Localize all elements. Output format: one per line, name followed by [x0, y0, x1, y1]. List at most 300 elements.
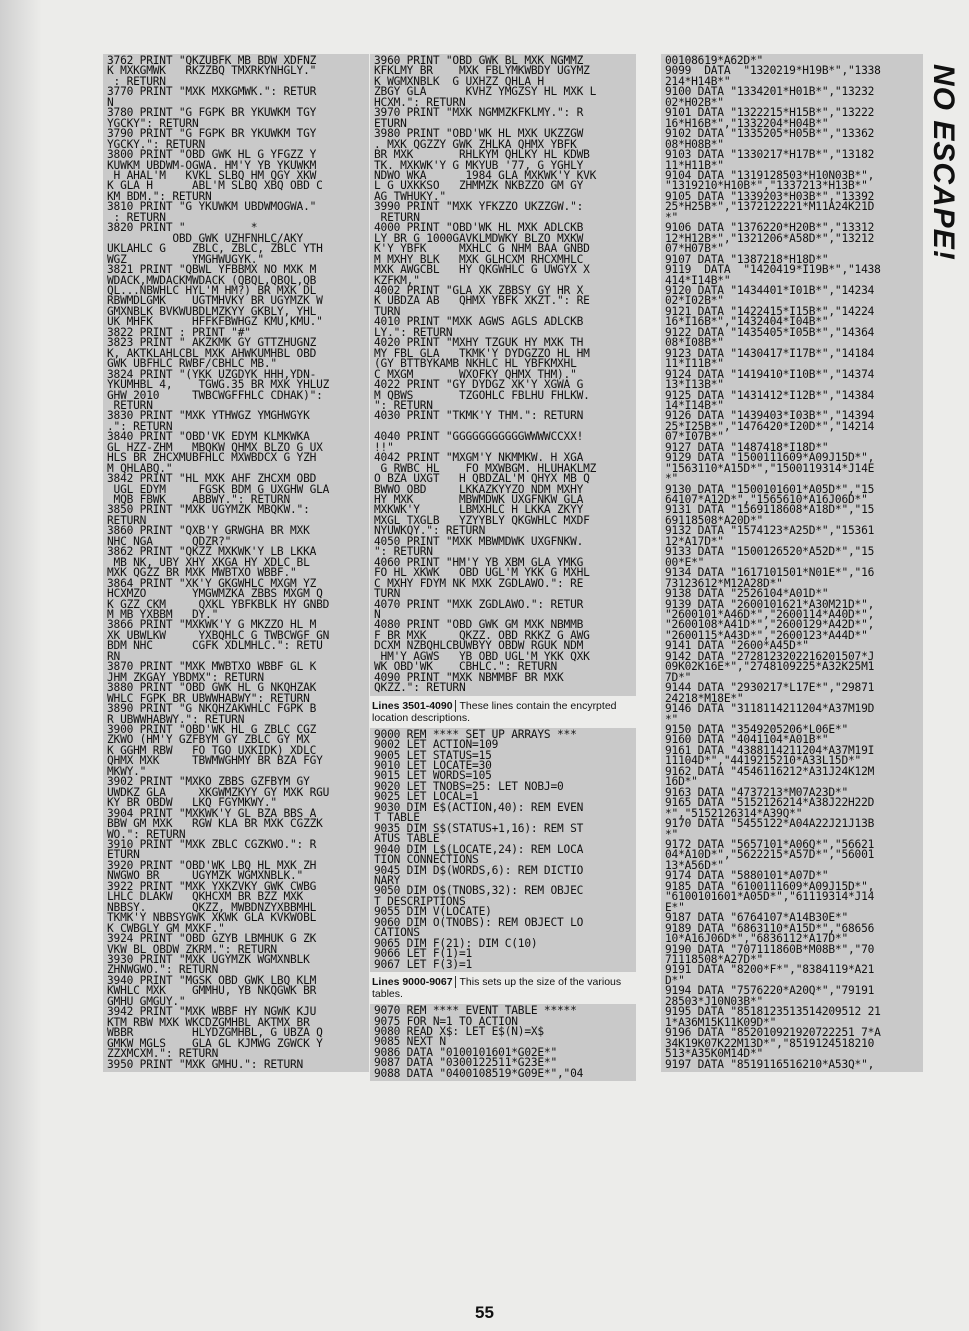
code-line: 9172 DATA "5657101*A06Q*","56621 — [665, 837, 875, 851]
code-line: 9065 DIM F(21): DIM C(10) — [374, 936, 538, 950]
code-line: 9174 DATA "5880101*A07D*" — [665, 869, 829, 883]
code-line: G RWBC HL FO MXWBGM. HLUHAKLMZ — [374, 461, 597, 475]
code-line: 9130 DATA "1500101601*A05D*","15 — [665, 482, 875, 496]
code-line: 9075 FOR N=1 TO ACTION — [374, 1014, 518, 1028]
code-line: BR MXK RHLKYM QHLKY HL KDWB — [374, 148, 590, 162]
code-line: 3840 PRINT "OBD'VK EDYM KLMKWKA — [107, 430, 310, 444]
code-line: 9030 DIM E$(ACTION,40): REM EVEN — [374, 800, 584, 814]
code-line: R UBWWHABWY.": RETURN — [107, 712, 245, 726]
code-line: BBW GM MXK RGW KLA BR MXK CGZZK — [107, 817, 323, 831]
code-line: 9119 DATA "1420419*I19B*","1438 — [665, 263, 881, 277]
code-line: 3900 PRINT "OBD'WK HL G ZBLC CGZ — [107, 723, 317, 736]
code-line: 02*I02B*" — [665, 294, 724, 308]
caption-line-range: Lines 3501-4090 — [372, 699, 453, 712]
code-line: 9160 DATA "4041104*A01B*" — [665, 733, 829, 747]
code-line: . MXK QGZZY GWK ZHLKA QHMX YBFK — [374, 137, 577, 151]
listing-column-1 — [103, 54, 369, 1072]
code-line: F BR MXK QKZZ. OBD RKKZ G AWG — [374, 628, 590, 642]
code-line: K MXKGMWK RKZZBQ TMXRKYNHGLY." — [107, 64, 317, 78]
code-line: ATUS TABLE — [374, 832, 440, 846]
code-line: "1319210*H10B*","1337213*H13B*" — [665, 179, 868, 193]
code-line: 07*H07B*" — [665, 242, 724, 256]
code-line: 9099 DATA "1320219*H19B*","1338 — [665, 64, 881, 78]
code-line: HCXMZO YMGWMZKA ZBBS MXGM Q — [107, 587, 323, 601]
code-line: E*" — [665, 900, 685, 914]
code-line: 3930 PRINT "MXK UGYMZK WGMXNBLK — [107, 952, 310, 966]
code-line: 4020 PRINT "MXHY TZGUK HY MXK TH — [374, 336, 584, 350]
code-line: AG TWHUKY." — [374, 189, 446, 203]
code-line: "1563110*A15D*","1500119314*J14E — [665, 461, 875, 475]
code-line: 9132 DATA "1574123*A25D*","15361 — [665, 524, 875, 538]
code-line: 9138 DATA "2526104*A01D*" — [665, 587, 829, 601]
code-line: 9189 DATA "6863110*A15D*","68656 — [665, 921, 875, 935]
code-line: 9141 DATA "2600*A45D*" — [665, 639, 809, 653]
code-line: 9025 LET LOCAL=1 — [374, 790, 479, 804]
code-line: NHC NGA QDZR?" — [107, 534, 232, 548]
code-line: 3866 PRINT "MXKWK'Y G MKZZO HL M — [107, 618, 317, 632]
code-line: MY FBL GLA TKMK'Y DYDGZZO HL HM — [374, 346, 590, 360]
code-line: NYUWKQY.": RETURN — [374, 524, 486, 538]
code-line: 3824 PRINT "(YKK UZGDYK HHH,YDN- — [107, 367, 317, 381]
code-line: NBBSY. QKZZ, MWBDNZYXBBMHL — [107, 900, 317, 914]
code-line: 9040 DIM L$(LOCATE,24): REM LOCA — [374, 842, 584, 856]
code-line: 73123612*M12A28D*" — [665, 576, 783, 590]
code-line: 3902 PRINT "MXKO ZBBS GZFBYM GY — [107, 775, 310, 789]
code-line: 3800 PRINT "OBD GWK HL G YFGZZ Y — [107, 148, 317, 162]
code-line: 3904 PRINT "MXKWK'Y GL BZA BBS A — [107, 806, 317, 820]
code-line: 3960 PRINT "OBD GWK BL MXK NGMMZ — [374, 54, 584, 67]
code-line: 3762 PRINT "QKZUBFK MB BDW XDFNZ — [107, 54, 317, 67]
code-line: (GY BTTBYKAMB NKHLC HL YBFKMXHL — [374, 357, 577, 371]
code-line: 3870 PRINT "MXK MWBTXO WBBF GL K — [107, 660, 317, 674]
code-line: ETURN — [374, 116, 407, 130]
code-line: GMHU GMGUY." — [107, 994, 186, 1008]
code-line: CATIONS — [374, 926, 420, 940]
code-line: 3940 PRINT "MGSK OBD GWK LBQ KLM — [107, 973, 317, 987]
code-line: MB NK, UBY XHY XKGA HY XDLC BL — [107, 555, 310, 569]
code-line: 3820 PRINT " * — [107, 221, 258, 235]
code-line: 3920 PRINT "OBD'WK LBQ HL MXK ZH — [107, 858, 317, 872]
caption-text: These lines contain the encyrpted location descriptions. — [372, 699, 617, 724]
code-line: 9146 DATA "3118114211204*A37M19D — [665, 702, 875, 716]
listing-column-3 — [661, 54, 923, 1072]
code-line: RETURN — [374, 210, 420, 224]
code-line: 9101 DATA "1322215*H15B*","13222 — [665, 106, 875, 120]
code-line: 9161 DATA "4388114211204*A37M19I — [665, 743, 875, 757]
code-line: K GLA H ABL'M SLBQ XBQ OBD C — [107, 179, 323, 193]
code-line: 9086 DATA "0100101601*G02E*" — [374, 1045, 557, 1059]
code-line: 3924 PRINT "OBD GZYB LBMHUK G ZK — [107, 932, 317, 946]
code-line: N — [107, 95, 114, 109]
code-line: ZKWO (HM'Y GZFBYM GY ZBLC GY MX — [107, 733, 310, 747]
code-line: 9194 DATA "7576220*A20Q*","79191 — [665, 984, 875, 998]
code-line: ZHNWGWO.": RETURN — [107, 963, 219, 977]
code-line: 9142 DATA "2728123202216201507*J — [665, 649, 875, 663]
code-line: 214*H14B*" — [665, 74, 731, 88]
code-line: *" — [665, 827, 679, 841]
code-line: K CWBGLY GM MXKF." — [107, 921, 225, 935]
code-line: KFKLMY BR MXK FBLYMKWBDY UGYMZ — [374, 64, 590, 78]
code-line: HCXM.": RETURN — [374, 95, 466, 109]
code-line: 3842 PRINT "HL MXK AHF ZHCXM OBD — [107, 472, 317, 486]
code-line: 9087 DATA "0300122511*G23E*" — [374, 1056, 557, 1070]
code-line: RETURN — [107, 398, 153, 412]
code-line: C MXGM WXOFKY QHMX THM)." — [374, 367, 577, 381]
code-line: K GZZ CKM QXKL YBFKBLK HY GNBD — [107, 597, 330, 611]
code-line: 9020 LET TNOBS=25: LET NOBJ=0 — [374, 779, 564, 793]
code-listing-block — [103, 54, 369, 1072]
code-line: 9103 DATA "1330217*H17B*","13182 — [665, 148, 875, 162]
code-line: RBWMDLGMK UGTMHVKY BR UGYMZK W — [107, 294, 323, 308]
code-line: : RETURN — [107, 210, 166, 224]
code-line: 414*I14B*" — [665, 273, 731, 287]
code-line: 3890 PRINT "G NKQHZAKWHLC FGPK B — [107, 702, 317, 716]
code-line: WO.": RETURN — [107, 827, 186, 841]
code-line: *" — [665, 712, 679, 726]
code-listing-block — [661, 54, 923, 1072]
code-line: 9133 DATA "1500126520*A52D*","15 — [665, 545, 875, 559]
code-line: 28503*J10N03B*" — [665, 994, 764, 1008]
code-line: 9050 DIM O$(TNOBS,32): REM OBJEC — [374, 884, 584, 898]
article-title: NO ESCAPE! — [927, 64, 960, 261]
code-listing-block — [370, 1004, 636, 1081]
code-line: 9070 REM **** EVENT TABLE ***** — [374, 1004, 577, 1018]
code-line: "6100101601*A05D*","61119314*J14 — [665, 890, 875, 904]
code-line: 3862 PRINT "QKZZ MXKWK'Y LB LKKA — [107, 545, 317, 559]
code-line: TURN — [374, 304, 401, 318]
code-line: 9121 DATA "1422415*I15B*","14224 — [665, 304, 875, 318]
code-line: 9100 DATA "1334201*H01B*","13232 — [665, 85, 875, 99]
code-line: BDM NHC CGFK XDLMHLC.": RETU — [107, 639, 323, 653]
code-line: 3830 PRINT "MXK YTHWGZ YMGHWGYK — [107, 409, 310, 423]
code-line: 9085 NEXT N — [374, 1035, 446, 1049]
code-line: 25*I25B*","1476420*I20D*","14214 — [665, 419, 875, 433]
code-line: 16*H16B*","1332204*H04B*" — [665, 116, 829, 130]
code-line: ETURN — [107, 848, 140, 862]
code-line: : RETURN — [107, 74, 166, 88]
code-line: M QBWS TZGOHLC FBLHU FHLKW. — [374, 388, 590, 402]
code-line: 9123 DATA "1430417*I17B*","14184 — [665, 346, 875, 360]
code-line: 9104 DATA "1319128503*H10N03B*", — [665, 168, 875, 182]
code-line: KTM RBW MXK WKCDZGMHBL AKTMX BR — [107, 1015, 310, 1029]
code-line: QKZZ.": RETURN — [374, 681, 466, 695]
code-line: LY BR G 1000GAVKLMDWKY BLZO MXKW — [374, 231, 584, 245]
listing-column-2 — [370, 54, 636, 1081]
listing-caption — [370, 696, 636, 728]
code-line: KUWKM UBDWM-OGWA. HM'Y YB YKUWKM — [107, 158, 317, 172]
code-line: 3922 PRINT "MXK YXKZVKY GWK CWBG — [107, 879, 317, 893]
code-line: 04*A10D*","5622215*A57D*","56001 — [665, 848, 875, 862]
code-line: 9190 DATA "707111860B*M08B*","70 — [665, 942, 875, 956]
code-line: T TABLE — [374, 811, 420, 825]
code-line: BWWO OBD LKKAZKYYZO NDM MXHY — [374, 482, 584, 496]
code-line: 9045 DIM D$(WORDS,6): REM DICTIO — [374, 863, 584, 877]
code-line: 4042 PRINT "MXGM'Y NKMMKW. H XGA — [374, 451, 584, 465]
code-line: YGCKY": RETURN — [107, 116, 199, 130]
code-line: JHM ZKGAY YBDMX": RETURN — [107, 670, 264, 684]
code-line: 9187 DATA "6764107*A14B30E*" — [665, 911, 848, 925]
code-line: 4030 PRINT "TKMK'Y THM.": RETURN — [374, 409, 584, 423]
code-line: KWHLC MXK GMMHU, YB NKQGWK BR — [107, 984, 317, 998]
code-line: D*" — [665, 973, 685, 987]
code-line: MXKWK'Y LBMXHLC H LKKA ZKYY — [374, 503, 584, 517]
code-line: 3864 PRINT "XK'Y GKGWHLC MXGM YZ — [107, 576, 317, 590]
code-line: "2600101*A46D*","2600114*A40D*", — [665, 608, 875, 622]
code-line: 9106 DATA "1376220*H20B*","13312 — [665, 221, 875, 235]
code-line: 4022 PRINT "GY DYDGZ XK'Y XGWA G — [374, 378, 584, 392]
code-line: 9197 DATA "8519116516210*A53Q*", — [665, 1057, 875, 1071]
code-line: WDACK,MWDACKMWDACK (QBQL,QBQL,QB — [107, 273, 317, 287]
code-line: UWDKZ GLA XKGWMZKYY GY MXK RGU — [107, 785, 330, 799]
code-line: 9067 LET F(3)=1 — [374, 957, 473, 971]
code-line: 9035 DIM S$(STATUS+1,16): REM ST — [374, 821, 584, 835]
code-line: 9165 DATA "5152126214*A38J22H22D — [665, 796, 875, 810]
caption-line-range: Lines 9000-9067 — [372, 976, 453, 989]
code-line: 9129 DATA "1500111609*A09J15D*", — [665, 451, 875, 465]
code-line: 3790 PRINT "G FGPK BR YKUWKM TGY — [107, 127, 317, 141]
code-line: 9102 DATA "1335205*H05B*","13362 — [665, 127, 875, 141]
code-line: 08*H08B*" — [665, 137, 724, 151]
code-line: UGL EDYM FGSK BDM G UXGHW GLA — [107, 482, 330, 496]
code-line: N — [374, 608, 381, 622]
code-line: 9080 READ X$: LET E$(N)=X$ — [374, 1024, 544, 1038]
caption-text: This sets up the size of the various tables. — [372, 976, 622, 1001]
code-line: *" — [665, 210, 679, 224]
code-line: 4070 PRINT "MXK ZGDLAWO.": RETUR — [374, 597, 584, 611]
code-line: 4060 PRINT "HM'Y YB XBM GLA YMKG — [374, 555, 584, 569]
code-line: GHW 2010 TWBCWGFFHLC CDHAK)": — [107, 388, 323, 402]
code-line: L G UXKKSO ZHMMZK NKBZZO GM GY — [374, 179, 584, 193]
code-line: GMKW MGLS GLA GL KJMWG ZGWCK Y — [107, 1036, 323, 1050]
code-line: NARY — [374, 873, 401, 887]
code-line: LY.": RETURN — [374, 325, 453, 339]
code-line: 4090 PRINT "MXK NBMMBF BR MXK — [374, 670, 564, 684]
code-line: K'Y YBFK MXHLC G NHM BAA GNBD — [374, 242, 590, 256]
code-line: 3970 PRINT "MXK NGMMZKFKLMY.": R — [374, 106, 584, 120]
code-line: K, AKTKLAHLCBL MXK AHWKUMHBL OBD — [107, 346, 317, 360]
code-line: 9196 DATA "852010921920722251 7*A — [665, 1026, 881, 1040]
code-line: 13*A56D*" — [665, 858, 724, 872]
code-line: 3770 PRINT "MXK MXKGMWK.": RETUR — [107, 85, 317, 99]
code-line: OBD GWK UZHFNHLC/AKY — [107, 231, 304, 245]
code-line: M MB YXBBM DY." — [107, 608, 219, 622]
code-line: 9105 DATA "1339203*H03B*","13392 — [665, 189, 875, 203]
code-line: 02*H02B*" — [665, 95, 724, 109]
code-line: 24218*M18E*" — [665, 691, 744, 705]
code-line: QL...NBWHLC HYL'M HM?) BR MXK DL — [107, 283, 317, 297]
code-line: 9191 DATA "8200*F*","8384119*A21 — [665, 963, 875, 977]
code-line: HLS BR ZHCXMUBFHLC MXWBDCX G YZH — [107, 451, 317, 465]
code-line: 9088 DATA "0400108519*G09E*","04 — [374, 1066, 584, 1080]
code-line: 9126 DATA "1439403*I03B*","14394 — [665, 409, 875, 423]
code-line: KY BR OBDW LKQ FGYMKWY." — [107, 796, 277, 810]
code-line: 9060 DIM O(TNOBS): REM OBJECT LO — [374, 915, 584, 929]
code-line: 00*E*" — [665, 555, 705, 569]
code-line: 10*A16J06D*","6836112*A17D*" — [665, 932, 848, 946]
code-line: H AHAL'M KVKL SLBQ HM QGY XKW — [107, 168, 317, 182]
code-line: K UBDZA AB QHMX YBFK XKZT.": RE — [374, 294, 590, 308]
code-line: 12*H12B*","1321206*A58D*","13212 — [665, 231, 875, 245]
code-line: 9055 DIM V(LOCATE) — [374, 905, 492, 919]
code-line: FO HL XKWK OBD UGL'M YKK G MXHL — [374, 566, 590, 580]
code-line: 4040 PRINT "GGGGGGGGGGGWWWWCCXX! — [374, 430, 584, 444]
code-line: 3990 PRINT "MXK YFKZZO UKZZGW.": — [374, 200, 584, 214]
article-title-vertical — [924, 64, 964, 304]
code-line: WBBR HLYDZGMHBL, G UBZA Q — [107, 1026, 323, 1040]
code-line: 16D*" — [665, 775, 698, 789]
code-line: 12*A17D*" — [665, 534, 724, 548]
code-line: ": RETURN — [374, 545, 433, 559]
code-line: 13*I13B*" — [665, 378, 724, 392]
code-line: ": RETURN — [374, 398, 433, 412]
code-line: 9127 DATA "1487418*I18D*" — [665, 440, 829, 454]
code-line: 69118508*A20D*" — [665, 513, 764, 527]
code-line: LHLC DLAKW QKHCXM BR BZZ MXK — [107, 890, 304, 904]
code-line: 9120 DATA "1434401*I01B*","14234 — [665, 283, 875, 297]
code-line: 9139 DATA "2600101621*A30M21D*", — [665, 597, 875, 611]
code-line: TURN — [374, 587, 401, 601]
code-line: 00108619*A62D*" — [665, 54, 764, 67]
code-line: 9124 DATA "1419410*I10B*","14374 — [665, 367, 875, 381]
code-line: 9000 REM **** SET UP ARRAYS *** — [374, 727, 577, 741]
code-line: "2600108*A41D*","2600129*A42D*", — [665, 618, 875, 632]
code-line: 9195 DATA "8518123513514209512 21 — [665, 1005, 881, 1019]
code-line: MXK AWGCBL HY QKGWHLC G UWGYX X — [374, 263, 590, 277]
code-line: 9170 DATA "5455122*A04A22J21J13B — [665, 817, 875, 831]
code-line: RETURN — [107, 513, 147, 527]
code-line: M QHLABQ." — [107, 461, 173, 475]
code-line: 3880 PRINT "OBD GWK HL G NKQHZAK — [107, 681, 317, 695]
code-line: 9066 LET F(1)=1 — [374, 947, 473, 961]
code-line: RN — [107, 649, 121, 663]
code-line: MXK QGZZ BR MXK MWBTXO WBBF." — [107, 566, 297, 580]
code-line: 3950 PRINT "MXK GMHU.": RETURN — [107, 1057, 304, 1071]
code-line: M MXHY BLK MXK GLHCXM RHCXMHLC — [374, 252, 584, 266]
code-line: VKW BL OBDW ZKRM.": RETURN — [107, 942, 277, 956]
code-line: UK MHFK HFFKFBWHGZ KMU,KMU." — [107, 315, 323, 329]
code-line: 4002 PRINT "GLA XK ZBBSY GY HR X — [374, 283, 584, 297]
code-line: MKWY." — [107, 764, 147, 778]
code-line: 9150 DATA "3549205206*L06E*" — [665, 723, 848, 736]
code-line: 3910 PRINT "MXK ZBLC CGZKWO.": R — [107, 837, 317, 851]
code-line: WHLC FGPK BR UBWWHABWY": RETURN — [107, 691, 310, 705]
code-line: 25*H25B*","1372122221*M11A24K21D — [665, 200, 875, 214]
code-line: 34K19K07K22M13D*","8519124518210 — [665, 1036, 875, 1050]
code-line: 9162 DATA "4546116212*A31J24K12M — [665, 764, 875, 778]
code-line: HY MXK MBWMDWK UXGFNKW GLA — [374, 493, 584, 507]
code-listing-block — [370, 728, 636, 972]
code-line: KM BDM.": RETURN — [107, 189, 212, 203]
code-line: YKUMHBL 4, TGWG.35 BR MXK YHLUZ — [107, 378, 330, 392]
code-line: 11*H11B*" — [665, 158, 724, 172]
code-line: 11*I11B*" — [665, 357, 724, 371]
code-line: QHMX MXK TBWMWGHMY BR BZA FGY — [107, 754, 323, 768]
code-line: ZZXMCXM.": RETURN — [107, 1047, 219, 1061]
code-line: 7D*" — [665, 670, 692, 684]
code-line: 9144 DATA "2930217*L17E*","29871 — [665, 681, 875, 695]
code-line: YGCKY.": RETURN — [107, 137, 206, 151]
code-line: XK UBWLKW YXBQHLC G TWBCWGF GN — [107, 628, 330, 642]
code-line: TKMK'Y NBBSYGWK XKWK GLA KVKWOBL — [107, 911, 317, 925]
code-line: 9107 DATA "1387218*H18D*" — [665, 252, 829, 266]
code-line: K WGMXNBLK G UXHZZ QHLA H — [374, 74, 544, 88]
code-line: GL HZZ-ZHM MBQKW QHMX BLZO G UX — [107, 440, 323, 454]
code-line: 3942 PRINT "MXK WBBF HY NGWK KJU — [107, 1005, 317, 1019]
code-line: 4010 PRINT "MXK AGWS AGLS ADLCKB — [374, 315, 584, 329]
code-line: 3810 PRINT "G YKUWKM UBDWMOGWA." — [107, 200, 317, 214]
code-line: WK OBD'WK CBHLC.": RETURN — [374, 660, 557, 674]
code-line: NWGWO BR UGYMZK WGMXNBLK." — [107, 869, 304, 883]
code-line: TION CONNECTIONS — [374, 853, 479, 867]
code-line: 07*I07B*" — [665, 430, 724, 444]
code-line: *","5152126314*A39Q*" — [665, 806, 803, 820]
code-line: GMXNBLK BVKWUBDLMZKYY GKBLY, YHL — [107, 304, 317, 318]
code-line: 64107*A12D*","1565610*A16J06D*" — [665, 493, 868, 507]
code-line: 3850 PRINT "MXK UGYMZK MBQKW.": — [107, 503, 310, 517]
code-line: 9002 LET ACTION=109 — [374, 738, 499, 752]
code-line: 71118508*A27D*" — [665, 952, 764, 966]
code-line: TK. MXKWK'Y G MKYUB '77, G YGHLY — [374, 158, 584, 172]
code-line: 14*I14B*" — [665, 398, 724, 412]
code-line: 9122 DATA "1435405*I05B*","14364 — [665, 325, 875, 339]
listing-caption — [370, 972, 636, 1004]
code-line: !!" — [374, 440, 394, 454]
code-line: "2600115*A43D*","2600123*A44D*" — [665, 628, 868, 642]
code-line: 3823 PRINT " AKZKMK GY GTTZHUGNZ — [107, 336, 317, 350]
code-line: 08*I08B*" — [665, 336, 724, 350]
code-line: WGZ YMGHWUGYK." — [107, 252, 264, 266]
code-line: DCXM NZBQHLCBUWBYY OBDW RGUK NDM — [374, 639, 584, 653]
code-line: 16*I16B*","1432404*I04B*" — [665, 315, 829, 329]
code-line: UKLAHLC G ZBLC, ZBLC, ZBLC YTH — [107, 242, 323, 256]
code-line: 4050 PRINT "MXK MBWMDWK UXGFNKW. — [374, 534, 584, 548]
code-line: ZBGY GLA KVHZ YMGZSY HL MXK L — [374, 85, 597, 99]
code-line: GWK UBFHLC RWBF/CBHLC MB." — [107, 357, 277, 371]
code-line: 9163 DATA "4737213*M07A23D*" — [665, 785, 848, 799]
code-line: NDWO WKA 1984 GLA MXKWK'Y KVK — [374, 168, 597, 182]
code-line: 3822 PRINT : PRINT "#" — [107, 325, 251, 339]
code-line: 9125 DATA "1431412*I12B*","14384 — [665, 388, 875, 402]
code-line: 09K02K16E*","2748109225*A32K25M1 — [665, 660, 875, 674]
code-line: MXGL TXGLB YZYYBLY QKGWHLC MXDF — [374, 513, 590, 527]
code-line: 513*A35K0M14D*" — [665, 1047, 764, 1061]
code-line: 9015 LET WORDS=105 — [374, 769, 492, 783]
code-line: T DESCRIPTIONS — [374, 894, 466, 908]
code-line: 3821 PRINT "QBWL YFBBMX NO MXK M — [107, 263, 317, 277]
code-line: 3860 PRINT "QXB'Y GRWGHA BR MXK — [107, 524, 310, 538]
code-line: 9131 DATA "1569118608*A18D*","15 — [665, 503, 875, 517]
code-line: HM'Y AGWS YB OBD UGL'M YKK QXK — [374, 649, 590, 663]
code-line: 1*A36M15K11K09D*" — [665, 1015, 777, 1029]
code-line: 3980 PRINT "OBD'WK HL MXK UKZZGW — [374, 127, 584, 141]
code-line: K GGHM RBW FO TGO UXKIDK) XDLC — [107, 743, 317, 757]
code-line: 11104D*","4419215210*A33L15D*" — [665, 754, 862, 768]
code-line: 9010 LET LOCATE=30 — [374, 759, 492, 772]
code-line: 4080 PRINT "OBD GWK GM MXK NBMMB — [374, 618, 584, 632]
code-listing-block — [370, 54, 636, 696]
code-line: .": RETURN — [107, 419, 173, 433]
code-line: MQB FBWK ABBWY.": RETURN — [107, 493, 290, 507]
code-line: *" — [665, 472, 679, 486]
code-line: 3780 PRINT "G FGPK BR YKUWKM TGY — [107, 106, 317, 120]
page-gutter-shadow — [0, 0, 42, 1331]
code-line: 9005 LET STATUS=15 — [374, 748, 492, 762]
code-line: O BZA UXGT H QBDZAL'M QHYX MB Q — [374, 472, 590, 486]
code-line: 4000 PRINT "OBD'WK HL MXK ADLCKB — [374, 221, 584, 235]
code-line: KZFKM," — [374, 273, 420, 287]
code-line: 9185 DATA "6100111609*A09J15D*", — [665, 879, 875, 893]
code-line: 9134 DATA "1617101501*N01E*","16 — [665, 566, 875, 580]
